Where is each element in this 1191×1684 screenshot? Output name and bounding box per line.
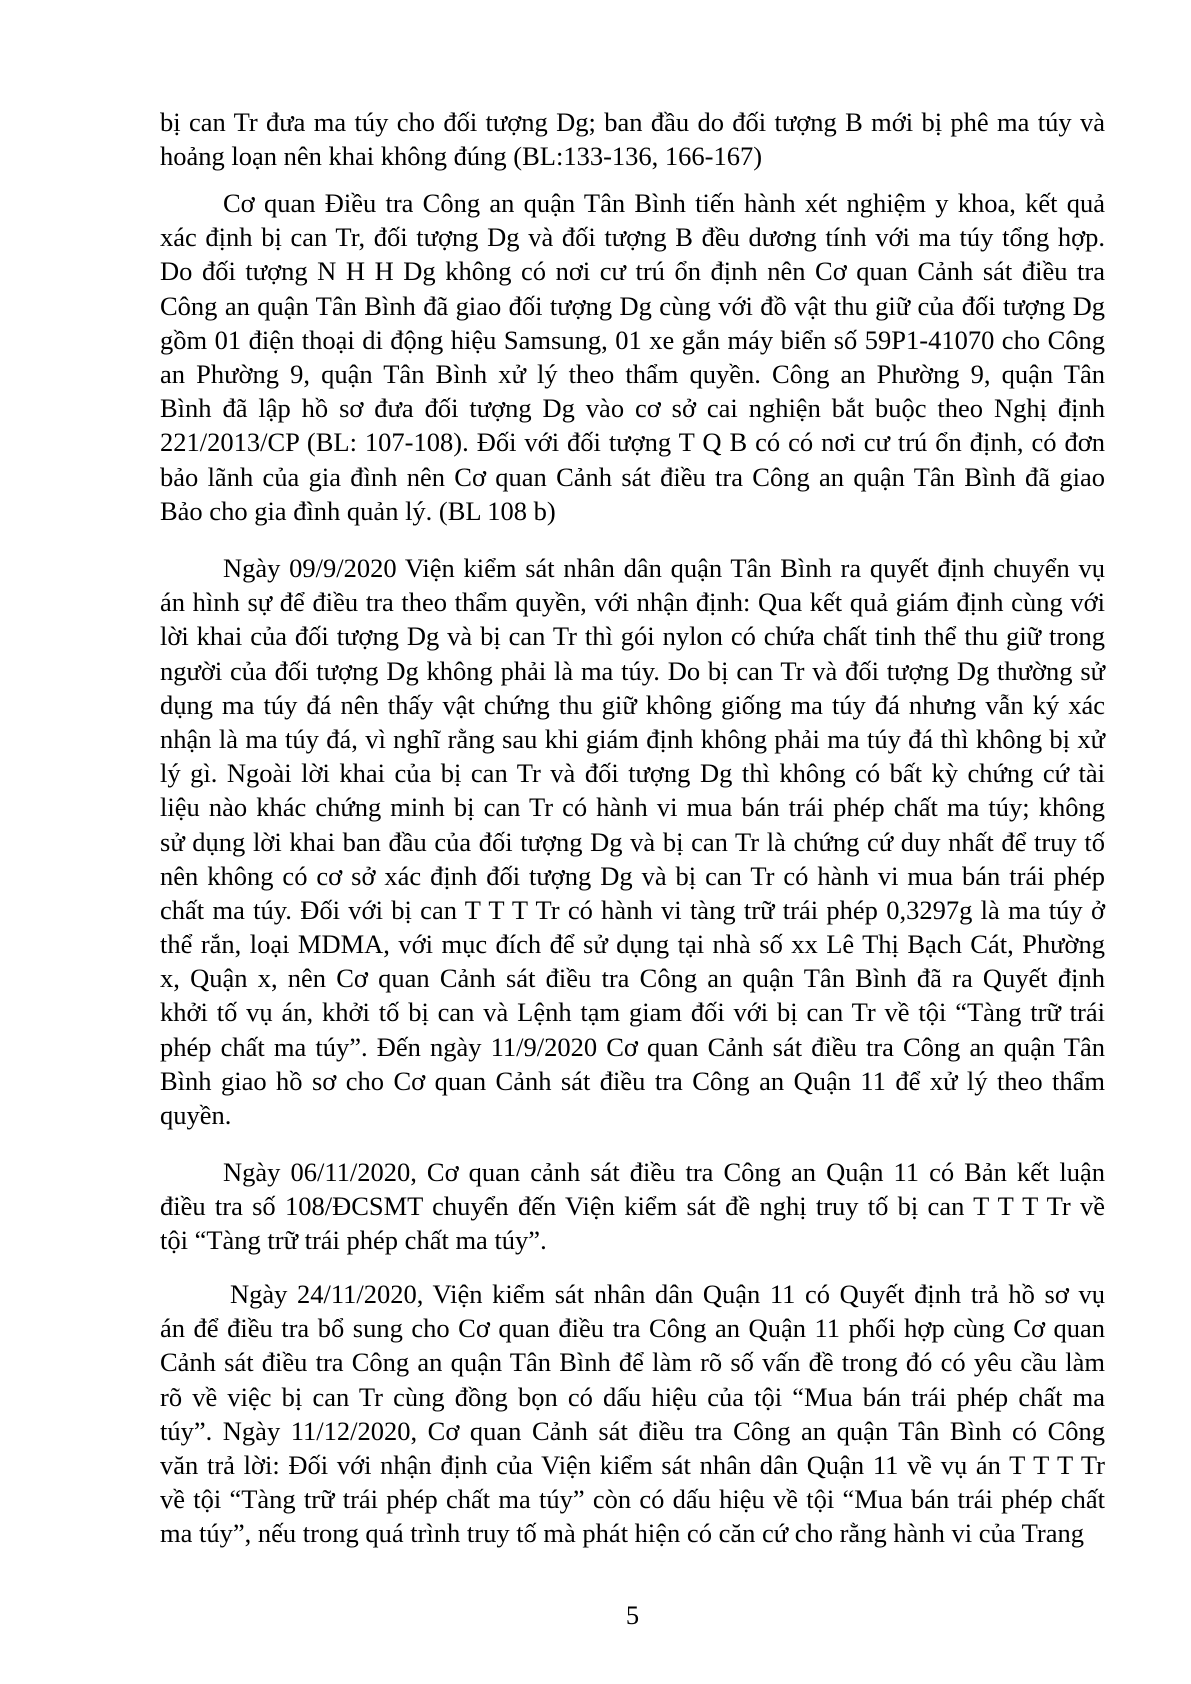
text-line: rõ về việc bị can Tr cùng đồng bọn có dấu hiệu của tội “Mua bán trái phép chất ma [160,1381,1105,1412]
text-line: người của đối tượng Dg không phải là ma túy. Do bị can Tr và đối tượng Dg thường sử [160,655,1105,686]
text-line: lời khai của đối tượng Dg và bị can Tr thì gói nylon có chứa chất tinh thể thu giữ trong [160,621,1105,652]
text-line: án để điều tra bổ sung cho Cơ quan điều tra Công an Quận 11 phối hợp cùng Cơ quan [160,1313,1105,1344]
text-line: Bình giao hồ sơ cho Cơ quan Cảnh sát điều tra Công an Quận 11 để xử lý theo thẩm [160,1065,1105,1096]
text-line: về tội “Tàng trữ trái phép chất ma túy” còn có dấu hiệu về tội “Mua bán trái phép chất [160,1484,1105,1515]
text-line: nên không có cơ sở xác định đối tượng Dg và bị can Tr có hành vi mua bán trái phép [160,860,1105,891]
text-line: thể rắn, loại MDMA, với mục đích để sử dụng tại nhà số xx Lê Thị Bạch Cát, Phường [160,929,1105,960]
text-line: bị can Tr đưa ma túy cho đối tượng Dg; ban đầu do đối tượng B mới bị phê ma túy và [160,107,1105,137]
text-line: hoảng loạn nên khai không đúng (BL:133-136, 166-167) [160,141,763,172]
text-line: túy”. Ngày 11/12/2020, Cơ quan Cảnh sát điều tra Công an quận Tân Bình có Công [160,1415,1105,1446]
text-line: nhận là ma túy đá, vì nghĩ rằng sau khi giám định không phải ma túy đá thì không bị xử [160,723,1105,754]
text-line: tội “Tàng trữ trái phép chất ma túy”. [160,1225,547,1256]
text-line: ma túy”, nếu trong quá trình truy tố mà phát hiện có căn cứ cho rằng hành vi của Trang [160,1518,1084,1549]
text-line: dụng ma túy đá nên thấy vật chứng thu giữ không giống ma túy đá nhưng vẫn ký xác [160,689,1105,720]
text-line: phép chất ma túy”. Đến ngày 11/9/2020 Cơ quan Cảnh sát điều tra Công an quận Tân [160,1031,1105,1062]
text-line: Ngày 06/11/2020, Cơ quan cảnh sát điều tra Công an Quận 11 có Bản kết luận [223,1157,1105,1187]
text-line: điều tra số 108/ĐCSMT chuyển đến Viện kiểm sát đề nghị truy tố bị can T T T Tr về [160,1191,1105,1222]
text-line: xác định bị can Tr, đối tượng Dg và đối tượng B đều dương tính với ma túy tổng hợp. [160,222,1105,253]
text-line: Công an quận Tân Bình đã giao đối tượng Dg cùng với đồ vật thu giữ của đối tượng Dg [160,290,1105,321]
text-line: gồm 01 điện thoại di động hiệu Samsung, 01 xe gắn máy biển số 59P1-41070 cho Công [160,324,1105,355]
text-line: Bình đã lập hồ sơ đưa đối tượng Dg vào cơ sở cai nghiện bắt buộc theo Nghị định [160,393,1105,424]
text-line: chất ma túy. Đối với bị can T T T Tr có hành vi tàng trữ trái phép 0,3297g là ma túy ở [160,894,1105,925]
paragraph [160,1277,1105,1551]
text-line: x, Quận x, nên Cơ quan Cảnh sát điều tra Công an quận Tân Bình đã ra Quyết định [160,963,1105,994]
text-line: Do đối tượng N H H Dg không có nơi cư trú ổn định nên Cơ quan Cảnh sát điều tra [160,256,1105,287]
text-line: Bảo cho gia đình quản lý. (BL 108 b) [160,495,556,526]
text-line: khởi tố vụ án, khởi tố bị can và Lệnh tạm giam đối với bị can Tr về tội “Tàng trữ trái [160,997,1105,1028]
text-line: Ngày 24/11/2020, Viện kiểm sát nhân dân Quận 11 có Quyết định trả hồ sơ vụ [230,1279,1105,1309]
text-line: 221/2013/CP (BL: 107-108). Đối với đối tượng T Q B có có nơi cư trú ổn định, có đơn [160,427,1105,458]
paragraph [160,551,1105,1132]
text-line: an Phường 9, quận Tân Bình xử lý theo thẩm quyền. Công an Phường 9, quận Tân [160,358,1105,389]
page-number: 5 [625,1600,640,1630]
paragraph [160,186,1105,528]
text-line: văn trả lời: Đối với nhận định của Viện kiểm sát nhân dân Quận 11 về vụ án T T T Tr [160,1449,1105,1480]
text-line: Ngày 09/9/2020 Viện kiểm sát nhân dân quận Tân Bình ra quyết định chuyển vụ [223,553,1105,583]
paragraph [160,105,1105,173]
text-line: quyền. [160,1100,232,1130]
text-line: bảo lãnh của gia đình nên Cơ quan Cảnh sát điều tra Công an quận Tân Bình đã giao [160,461,1105,492]
text-line: Cảnh sát điều tra Công an quận Tân Bình để làm rõ số vấn đề trong đó có yêu cầu làm [160,1347,1105,1378]
text-line: án hình sự để điều tra theo thẩm quyền, với nhận định: Qua kết quả giám định cùng với [160,587,1105,618]
text-line: liệu nào khác chứng minh bị can Tr có hành vi mua bán trái phép chất ma túy; không [160,792,1105,823]
text-line: Cơ quan Điều tra Công an quận Tân Bình tiến hành xét nghiệm y khoa, kết quả [223,188,1105,218]
text-line: lý gì. Ngoài lời khai của bị can Tr và đối tượng Dg thì không có bất kỳ chứng cứ tài [160,758,1105,789]
text-line: sử dụng lời khai ban đầu của đối tượng Dg và bị can Tr là chứng cứ duy nhất để truy tố [160,826,1105,857]
paragraph [160,1155,1105,1258]
